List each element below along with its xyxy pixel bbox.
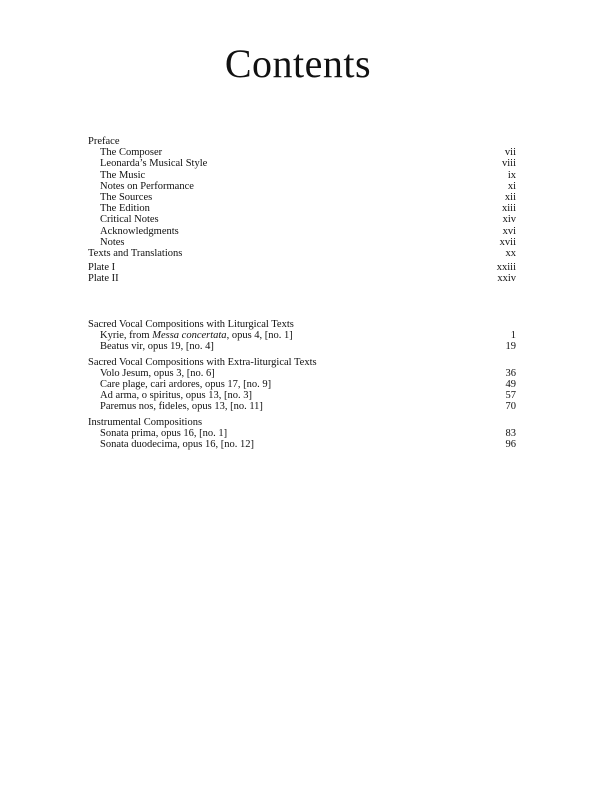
compositions-list xyxy=(88,319,516,450)
toc-page-number: 83 xyxy=(505,427,516,439)
toc-page-number: xxiii xyxy=(496,262,516,273)
section-heading-text: Instrumental Compositions xyxy=(88,416,203,428)
toc-page-number: vii xyxy=(504,147,516,159)
entry-title-text: Kyrie, from xyxy=(100,330,153,342)
toc-entry[interactable] xyxy=(88,147,516,158)
toc-page-number: xi xyxy=(507,180,516,192)
toc-page-number: 1 xyxy=(510,330,516,342)
toc-page-number: 49 xyxy=(505,379,516,391)
toc-page-number: xiii xyxy=(501,203,516,215)
toc-entry-title: The Music xyxy=(100,169,146,181)
toc-entry-title xyxy=(88,379,271,390)
toc-page-number: 19 xyxy=(505,341,516,353)
toc-page-number: 36 xyxy=(505,367,516,379)
entry-title-text: Volo Jesum, opus 3, [no. 6] xyxy=(100,367,215,379)
section-heading[interactable] xyxy=(88,319,516,330)
toc-entry[interactable] xyxy=(88,136,516,147)
toc-entry-composition[interactable] xyxy=(88,401,516,412)
toc-page-number: xii xyxy=(504,192,516,204)
toc-entry[interactable] xyxy=(88,203,516,214)
entry-title-text: Ad arma, o spiritus, opus 13, [no. 3] xyxy=(100,390,252,402)
toc-entry-composition[interactable] xyxy=(88,368,516,379)
toc-entry[interactable] xyxy=(88,158,516,169)
toc-entry-title: Critical Notes xyxy=(100,214,159,226)
toc-entry-title: Preface xyxy=(88,136,120,147)
section-heading-text: Sacred Vocal Compositions with Liturgical Texts xyxy=(88,319,294,330)
toc-entry-composition[interactable] xyxy=(88,379,516,390)
page-title: Contents xyxy=(224,41,372,86)
toc-entry-title xyxy=(88,439,254,450)
section-heading[interactable] xyxy=(88,417,516,428)
toc-entry[interactable] xyxy=(88,192,516,203)
toc-entry-title: Notes on Performance xyxy=(100,180,194,192)
toc-entry-title: Plate II xyxy=(88,273,119,285)
toc-entry-title: The Sources xyxy=(100,192,153,204)
toc-page-number: 96 xyxy=(505,439,516,451)
toc-page-number: xvii xyxy=(499,236,516,248)
entry-title-text: Sonata duodecima, opus 16, [no. 12] xyxy=(100,439,254,451)
toc-entry-plate[interactable] xyxy=(88,262,516,273)
toc-page-number: ix xyxy=(507,169,516,181)
toc-entry-title xyxy=(88,390,252,401)
toc-entry-composition[interactable] xyxy=(88,428,516,439)
toc-entry-title: The Edition xyxy=(100,203,150,215)
toc-entry-title xyxy=(88,401,263,412)
front-matter-list xyxy=(88,136,516,259)
entry-title-suffix: , opus 4, [no. 1] xyxy=(226,330,293,342)
toc-entry-title xyxy=(88,341,214,352)
toc-entry-plate[interactable] xyxy=(88,273,516,284)
toc-entry-composition[interactable] xyxy=(88,341,516,352)
toc-page-number: xiv xyxy=(502,214,516,226)
toc-page-number: xvi xyxy=(502,225,516,237)
entry-title-text: Sonata prima, opus 16, [no. 1] xyxy=(100,427,228,439)
toc-entry-composition[interactable] xyxy=(88,330,516,341)
plates-list xyxy=(88,262,516,284)
section-heading[interactable] xyxy=(88,357,516,368)
entry-title-text: Paremus nos, fideles, opus 13, [no. 11] xyxy=(100,401,263,413)
section-heading-text: Sacred Vocal Compositions with Extra-liturgical Texts xyxy=(88,356,317,368)
toc-entry[interactable] xyxy=(88,181,516,192)
toc-page-number: viii xyxy=(501,158,516,170)
toc-page-number: 70 xyxy=(505,401,516,413)
toc-page-number: 57 xyxy=(505,390,516,402)
entry-title-text: Beatus vir, opus 19, [no. 4] xyxy=(100,341,214,353)
toc-entry[interactable] xyxy=(88,226,516,237)
toc-entry-title: The Composer xyxy=(100,147,163,159)
toc-entry-title: Texts and Translations xyxy=(88,248,183,260)
toc-entry-title xyxy=(88,428,227,439)
toc-entry-title: Notes xyxy=(100,236,125,248)
toc-entry[interactable] xyxy=(88,248,516,259)
toc-entry-title: Acknowledgments xyxy=(100,225,179,237)
toc-entry-title: Plate I xyxy=(88,262,116,273)
toc-entry[interactable] xyxy=(88,214,516,225)
entry-title-italic: Messa concertata xyxy=(152,330,227,342)
toc-entry[interactable] xyxy=(88,237,516,248)
toc-page-number: xx xyxy=(505,248,516,260)
toc-entry-composition[interactable] xyxy=(88,390,516,401)
toc-entry-composition[interactable] xyxy=(88,439,516,450)
entry-title-text: Care plage, cari ardores, opus 17, [no. 9] xyxy=(100,379,272,391)
toc-page-number: xxiv xyxy=(497,273,516,285)
toc-entry-title xyxy=(88,330,293,341)
toc-entry-title xyxy=(88,368,215,379)
toc-entry-title: Leonarda’s Musical Style xyxy=(100,158,208,170)
toc-entry[interactable] xyxy=(88,170,516,181)
